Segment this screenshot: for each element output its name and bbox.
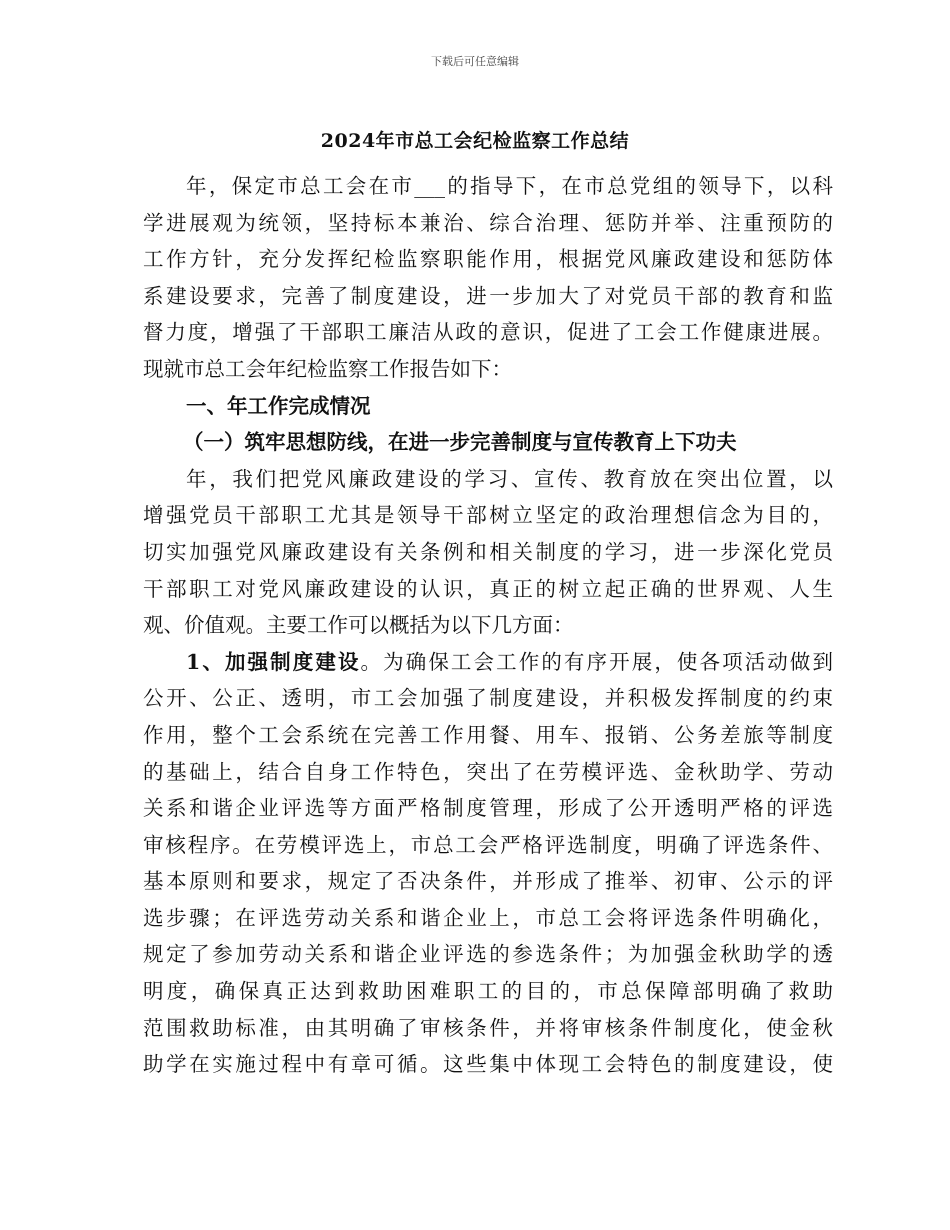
header-note: 下载后可任意编辑 [431,55,519,68]
paragraph-line: 干部职工对党风廉政建设的认识，真正的树立起正确的世界观、人生 [143,576,833,601]
document-body [143,168,833,1083]
paragraph-line: 增强党员干部职工尤其是领导干部树立坚定的政治理想信念为目的， [143,503,833,528]
paragraph-line [143,644,833,681]
paragraph-line: 规定了参加劳动关系和谐企业评选的参选条件；为加强金秋助学的透 [143,942,833,967]
paragraph-line: 切实加强党风廉政建设有关条例和相关制度的学习，进一步深化党员 [143,539,833,564]
paragraph-line: 助学在实施过程中有章可循。这些集中体现工会特色的制度建设，使 [143,1052,833,1077]
paragraph-line: 系建设要求，完善了制度建设，进一步加大了对党员干部的教育和监 [143,283,833,308]
paragraph-line: 督力度，增强了干部职工廉洁从政的意识，促进了工会工作健康进展。 [143,320,833,345]
paragraph-line: 学进展观为统领，坚持标本兼治、综合治理、惩防并举、注重预防的 [143,210,833,235]
paragraph-line: 范围救助标准，由其明确了审核条件，并将审核条件制度化，使金秋 [143,1015,833,1040]
inline-heading: 1、加强制度建设 [186,649,361,674]
paragraph-text: 。为确保工会工作的有序开展，使各项活动做到 [360,649,833,674]
paragraph-line: 工作方针，充分发挥纪检监察职能作用，根据党风廉政建设和惩防体 [143,247,833,272]
paragraph-line: 作用，整个工会系统在完善工作用餐、用车、报销、公务差旅等制度 [143,722,833,747]
subsection-heading: （一）筑牢思想防线，在进一步完善制度与宣传教育上下功夫 [183,430,737,455]
paragraph-line: 明度，确保真正达到救助困难职工的目的，市总保障部明确了救助 [143,979,833,1004]
paragraph-line: 选步骤；在评选劳动关系和谐企业上，市总工会将评选条件明确化， [143,905,833,930]
paragraph-line: 审核程序。在劳模评选上，市总工会严格评选制度，明确了评选条件、 [143,832,833,857]
paragraph-line: 关系和谐企业评选等方面严格制度管理，形成了公开透明严格的评选 [143,796,833,821]
paragraph-line: 的基础上，结合自身工作特色，突出了在劳模评选、金秋助学、劳动 [143,759,833,784]
section-heading: 一、年工作完成情况 [186,393,371,418]
paragraph-line: 现就市总工会年纪检监察工作报告如下： [143,356,512,381]
paragraph-line: 观、价值观。主要工作可以概括为以下几方面： [143,613,574,638]
paragraph-line: 公开、公正、透明，市工会加强了制度建设，并积极发挥制度的约束 [143,686,833,711]
paragraph-line: 年，我们把党风廉政建设的学习、宣传、教育放在突出位置，以 [186,466,833,491]
paragraph-line: 基本原则和要求，规定了否决条件，并形成了推举、初审、公示的评 [143,869,833,894]
paragraph-line: 年，保定市总工会在市___的指导下，在市总党组的领导下，以科 [186,174,833,198]
document-title: 2024年市总工会纪检监察工作总结 [320,130,630,152]
